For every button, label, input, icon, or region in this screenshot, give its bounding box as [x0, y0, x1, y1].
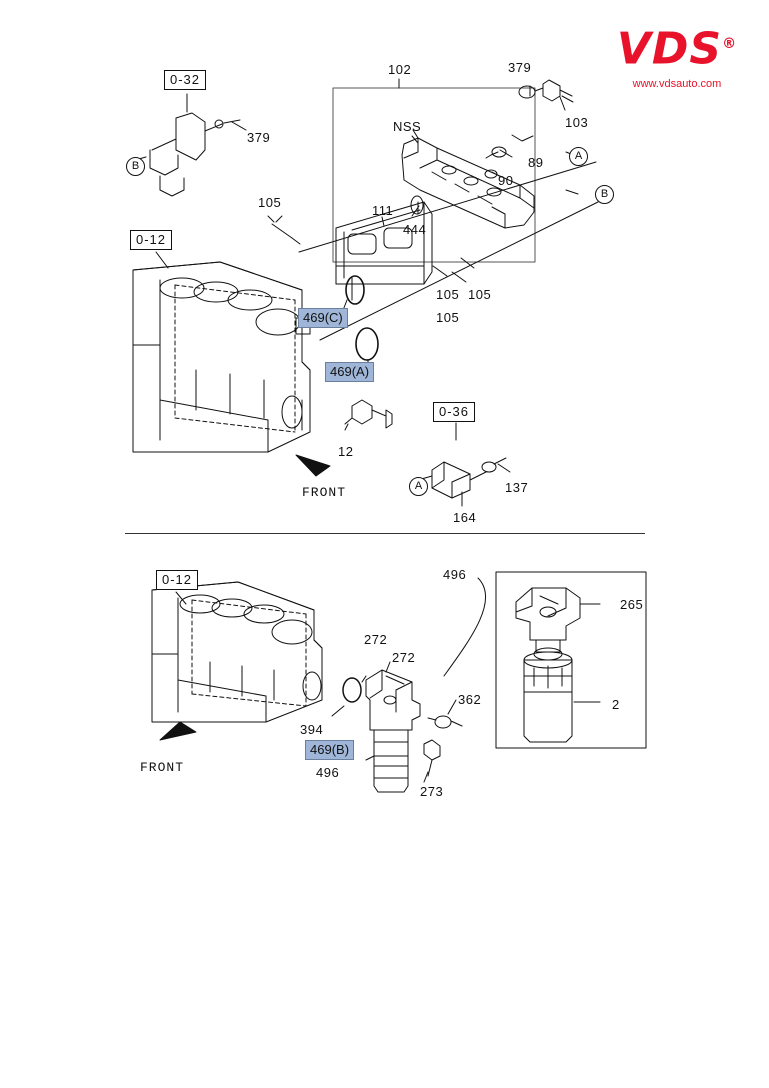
connector-a-lower-left: A — [409, 477, 428, 496]
section-divider — [125, 533, 645, 534]
ref-box-0-32[interactable]: 0-32 — [164, 70, 206, 90]
highlight-469C[interactable]: 469(C) — [298, 308, 348, 328]
connector-b-upper-right: B — [595, 185, 614, 204]
front-label-upper: FRONT — [302, 485, 347, 500]
connector-a-upper-right: A — [569, 147, 588, 166]
callout-394: 394 — [300, 722, 324, 737]
callout-105-mid: 105 — [436, 287, 460, 302]
logo-text: VDS — [616, 23, 723, 75]
callout-105-right: 105 — [468, 287, 492, 302]
callout-164: 164 — [453, 510, 477, 525]
callout-90: 90 — [498, 173, 514, 188]
vds-logo[interactable] — [607, 22, 747, 90]
callout-102: 102 — [388, 62, 412, 77]
callout-265: 265 — [620, 597, 644, 612]
callout-444: 444 — [403, 222, 427, 237]
highlight-469B[interactable]: 469(B) — [305, 740, 354, 760]
callout-105-lower: 105 — [436, 310, 460, 325]
callout-273: 273 — [420, 784, 444, 799]
callout-105-left: 105 — [258, 195, 282, 210]
logo-wordmark — [607, 22, 747, 75]
ref-box-0-12-lower[interactable]: 0-12 — [156, 570, 198, 590]
callout-nss: NSS — [393, 119, 422, 134]
ref-box-0-36[interactable]: 0-36 — [433, 402, 475, 422]
highlight-469A[interactable]: 469(A) — [325, 362, 374, 382]
connector-b-upper-left: B — [126, 157, 145, 176]
front-label-lower: FRONT — [140, 760, 185, 775]
callout-496-main: 496 — [316, 765, 340, 780]
callout-379-top: 379 — [508, 60, 532, 75]
callout-272-lower: 272 — [392, 650, 416, 665]
callout-103: 103 — [565, 115, 589, 130]
logo-website-url[interactable]: www.vdsauto.com — [632, 77, 722, 90]
callout-137: 137 — [505, 480, 529, 495]
callout-2: 2 — [612, 697, 620, 712]
callout-379-left: 379 — [247, 130, 271, 145]
callout-362: 362 — [458, 692, 482, 707]
callout-12: 12 — [338, 444, 354, 459]
callout-272-upper: 272 — [364, 632, 388, 647]
ref-box-0-12-upper[interactable]: 0-12 — [130, 230, 172, 250]
callout-89: 89 — [528, 155, 544, 170]
logo-registered-mark: ® — [722, 36, 738, 52]
callout-496-inset: 496 — [443, 567, 467, 582]
callout-111: 111 — [372, 203, 394, 218]
